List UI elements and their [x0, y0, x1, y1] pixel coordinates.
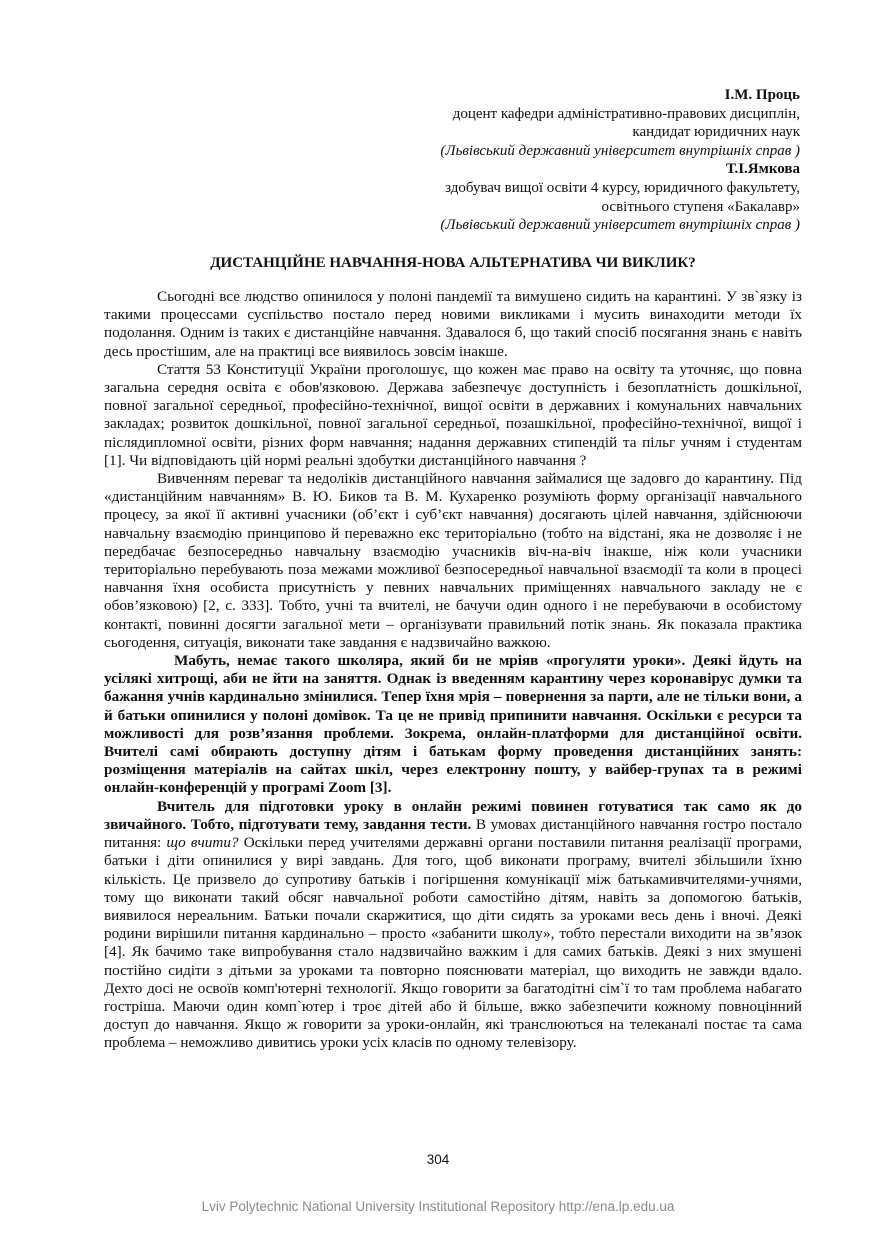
paragraph-bold: Мабуть, немає такого школяра, який би не мріяв «прогуляти уроки». Деякі йдуть на усілякі хитрощі, аби не йти на заняття. Однак із введенням карантину через коронавірус думки та бажання учнів кардинально змінилися. Тепер їхня мрія – повернення за парти, але не тільки вони, а й батьки опинилися у полоні домівок. Та це не привід припинити навчання. Оскільки є ресурси та можливості для розв’язання проблеми. Зокрема, онлайн-платформи для дистанційної освіти. Вчителі самі обирають доступну дітям і батькам форму проведення дистанційних занять: розміщення матеріалів на сайтах шкіл, через електронну пошту, у вайбер-групах та в режимі онлайн-конференцій у програмі Zoom [3].	[104, 652, 802, 797]
author-position: доцент кафедри адміністративно-правових дисциплін,	[452, 105, 800, 122]
author-affiliation: (Львівський державний університет внутрішніх справ )	[440, 142, 800, 159]
author-degree: кандидат юридичних наук	[632, 124, 800, 141]
authors-block	[300, 86, 800, 235]
paragraph	[104, 798, 802, 1053]
paragraph: Стаття 53 Конституції України проголошує, що кожен має право на освіту та уточняє, що повна загальна середня освіта є обов'язковою. Держава забезпечує доступність і безоплатність дошкільної, повної загальної середньої, професійно-технічної, вищої освіти в державних і комунальних навчальних закладах; розвиток дошкільної, повної загальної середньої, позашкільної, професійно-технічної, вищої і післядипломної освіти, різних форм навчання; надання державних стипендій та пільг учням і студентам [1]. Чи відповідають цій нормі реальні здобутки дистанційного навчання ?	[104, 360, 802, 469]
author-name: І.М. Проць	[724, 87, 800, 103]
article-title: ДИСТАНЦІЙНЕ НАВЧАННЯ-НОВА АЛЬТЕРНАТИВА ЧИ ВИКЛИК?	[210, 255, 696, 271]
italic-text: що вчити?	[166, 834, 239, 852]
page-number: 304	[426, 1152, 450, 1167]
paragraph: Сьогодні все людство опинилося у полоні пандемії та вимушено сидить на карантині. У зв`язку із такими процессами суспільство постало перед новими викликами і мусить винаходити методи їх подолання. Одним із таких є дистанційне навчання. Здавалося б, що такий спосіб посягання знань є навіть десь простішим, але на практиці все виявилось зовсім інакше.	[104, 288, 802, 360]
article-body	[104, 288, 802, 1053]
author-degree: освітнього ступеня «Бакалавр»	[601, 198, 800, 215]
author-position: здобувач вищої освіти 4 курсу, юридичного факультету,	[445, 179, 800, 196]
paragraph: Вивченням переваг та недоліків дистанційного навчання займалися ще задовго до карантину. Під «дистанційним навчанням» В. Ю. Биков та В. М. Кухаренко розуміють форму організації навчального процесу, за якої її активні учасники (об’єкт і суб’єкт навчання) досягають цілей навчання, здійснюючи навчальну взаємодію принципово й переважно екс територіально (тобто на відстані, яка не дозволяє і не передбачає безпосередньо навчальну взаємодію учасників віч-на-віч інакше, ніж коли учасники територіально перебувають поза межами можливої безпосередньої навчальної взаємодії та коли в процесі навчання їхня особиста присутність у певних навчальних приміщеннях навчального закладу не є обов’язковою) [2, с. 333]. Тобто, учні та вчителі, не бачучи один одного і не перебуваючи в особистому контакті, повинні досягти загальної мети – організувати правильний потік знань. Як показала практика сьогодення, ситуація, виконати таке завдання є надзвичайно важкою.	[104, 470, 802, 651]
paragraph-text: Оскільки перед учителями державні органи поставили питання реалізації програми, батьки і діти опинилися у вирі завдань. Для того, щоб виконати програму, вчителі збільшили їхню кількість. Це призвело до супротиву батьків і погіршення комунікації між батькамивчителями-учнями, тому що виконати такий обсяг навчальної роботи самостійно дітям, навіть за допомогою батьків, виявилося нереальним. Батьки почали скаржитися, що діти сидять за уроками весь день і вночі. Деякі родини вирішили питання кардинально – просто «забанити школу», тобто перестали виходити на зв’язок [4]. Як бачимо таке випробування стало надзвичайно важким і для самих батьків. Деякі з них змушені постійно сидіти з дітьми за уроками та повторно пояснювати матеріал, що виходить не завжди вдало. Дехто досі не освоїв комп'ютерні технології. Якщо говорити за багатодітні сім`ї то там проблема набагато гостріша. Маючи один комп`ютер і троє дітей або й більше, вжко забезпечити кожному повноцінний доступ до навчання. Якщо ж говорити за уроки-онлайн, які транслюються на телеканалі постає та сама проблема – неможливо дивитись уроки усіх класів по одному телевізору.	[104, 834, 802, 1052]
repository-footer: Lviv Polytechnic National University Institutional Repository http://ena.lp.edu.ua	[201, 1199, 675, 1214]
author-name: Т.І.Ямкова	[725, 161, 800, 178]
paragraph-text: В умовах дистанційного навчання гостро постало питання:	[104, 815, 802, 852]
bold-text: Вчитель для підготовки уроку в онлайн режимі повинен готуватися так само як до звичайного. Тобто, підготувати тему, завдання тести.	[104, 797, 802, 833]
author-affiliation: (Львівський державний університет внутрішніх справ )	[440, 217, 800, 234]
